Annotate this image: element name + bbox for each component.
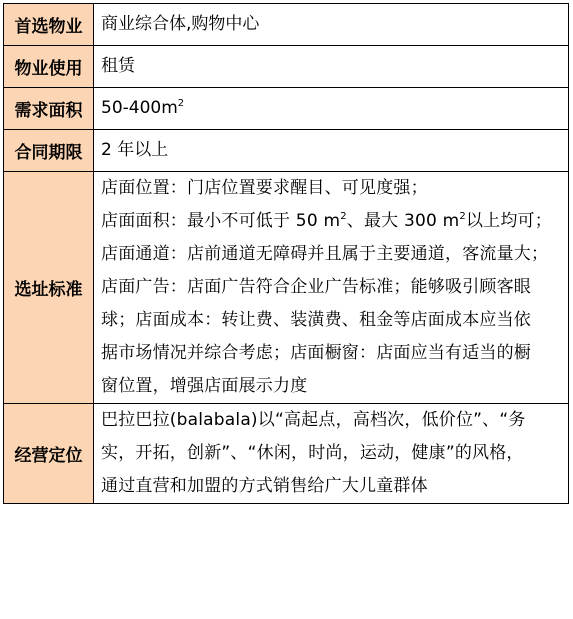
site-criteria-line: 窗位置，增强店面展示力度 <box>101 376 308 396</box>
table-row <box>4 404 569 504</box>
row-value-preferred-property: 商业综合体,购物中心 <box>94 4 569 46</box>
unit-superscript: 2 <box>340 211 347 222</box>
table-row <box>4 130 569 172</box>
site-criteria-line: 店面位置：门店位置要求醒目、可见度强； <box>101 178 428 198</box>
area-range-text: 50-400m <box>101 98 178 118</box>
row-label-property-use: 物业使用 <box>4 46 94 88</box>
site-criteria-text: 店面面积：最小不可低于 50 m <box>101 211 341 231</box>
site-criteria-line <box>101 205 564 238</box>
table-row <box>4 46 569 88</box>
row-value-contract-term: 2 年以上 <box>94 130 569 172</box>
positioning-line: 巴拉巴拉(balabala)以“高起点，高档次，低价位”、“务 <box>101 410 526 430</box>
row-value-business-positioning <box>94 404 569 504</box>
row-value-site-criteria <box>94 172 569 404</box>
site-criteria-line: 店面通道：店前通道无障碍并且属于主要通道，客流量大； <box>101 244 549 264</box>
row-label-site-criteria: 选址标准 <box>4 172 94 404</box>
property-requirements-table <box>3 3 569 504</box>
row-label-preferred-property: 首选物业 <box>4 4 94 46</box>
site-criteria-line: 店面广告：店面广告符合企业广告标准；能够吸引顾客眼 <box>101 277 531 297</box>
table-row <box>4 88 569 130</box>
site-criteria-text: 、最大 300 m <box>346 211 460 231</box>
site-criteria-text: 以上均可； <box>465 211 552 231</box>
positioning-line: 实，开拓，创新”、“休闲，时尚，运动，健康”的风格， <box>101 443 524 463</box>
site-criteria-line: 球；店面成本：转让费、装潢费、租金等店面成本应当依 <box>101 310 531 330</box>
table-row <box>4 4 569 46</box>
row-label-business-positioning: 经营定位 <box>4 404 94 504</box>
unit-superscript: 2 <box>459 211 466 222</box>
row-label-required-area: 需求面积 <box>4 88 94 130</box>
table-row <box>4 172 569 404</box>
row-value-property-use: 租赁 <box>94 46 569 88</box>
site-criteria-line: 据市场情况并综合考虑；店面橱窗：店面应当有适当的橱 <box>101 343 531 363</box>
row-value-required-area <box>94 88 569 130</box>
positioning-line: 通过直营和加盟的方式销售给广大儿童群体 <box>101 476 428 496</box>
row-label-contract-term: 合同期限 <box>4 130 94 172</box>
area-unit-superscript: 2 <box>177 98 185 109</box>
